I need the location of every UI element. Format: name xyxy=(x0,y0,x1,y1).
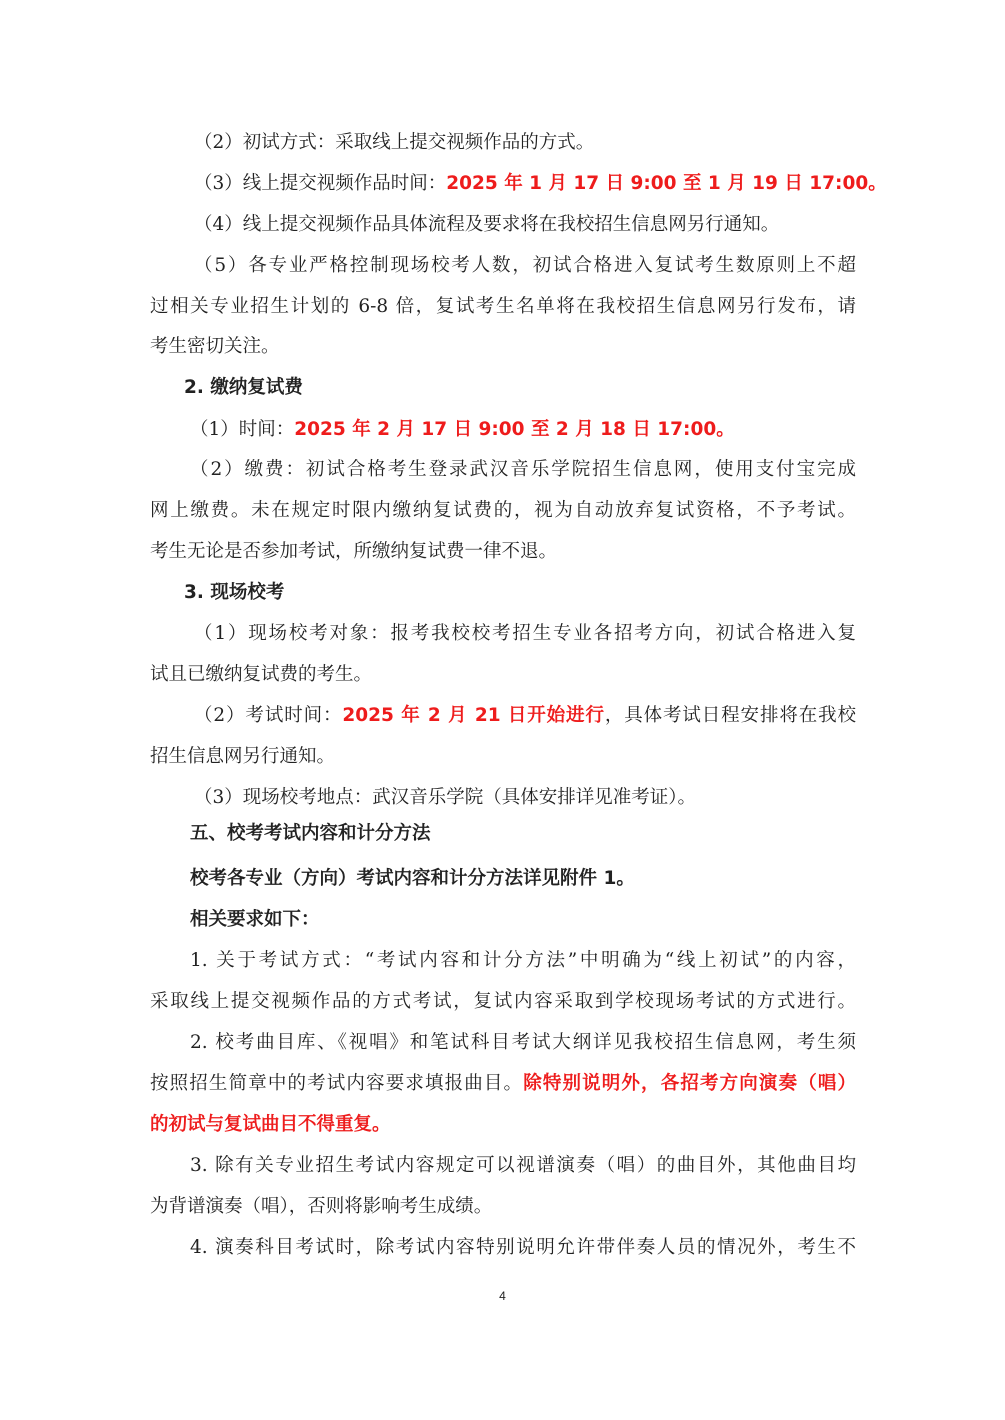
text-line xyxy=(150,332,856,362)
text-segment: 采取线上提交视频作品的方式考试，复试内容采取到学校现场考试的方式进行。 xyxy=(150,991,856,1012)
text-segment: 招生信息网另行通知。 xyxy=(150,746,336,767)
text-line xyxy=(194,701,856,731)
text-segment: 考生无论是否参加考试，所缴纳复试费一律不退。 xyxy=(150,541,558,562)
text-segment: （2）缴费：初试合格考生登录武汉音乐学院招生信息网，使用支付宝完成 xyxy=(190,459,856,480)
text-segment: （1）时间： xyxy=(190,419,295,440)
text-line xyxy=(194,251,856,281)
page-number: 4 xyxy=(499,1289,506,1303)
bold-text: 2. 缴纳复试费 xyxy=(184,377,303,398)
highlighted-text: 除特别说明外，各招考方向演奏（唱） xyxy=(523,1073,856,1094)
text-segment: 1. 关于考试方式：“考试内容和计分方法”中明确为“线上初试”的内容， xyxy=(190,950,856,971)
highlighted-text: 2025 年 2 月 17 日 9:00 至 2 月 18 日 17:00。 xyxy=(294,419,735,440)
text-line xyxy=(194,619,856,649)
text-line xyxy=(150,537,856,567)
text-line xyxy=(150,1192,856,1222)
text-segment: 2. 校考曲目库、《视唱》和笔试科目考试大纲详见我校招生信息网，考生须 xyxy=(190,1032,856,1053)
highlighted-text: 的初试与复试曲目不得重复。 xyxy=(150,1114,391,1135)
text-segment: 4. 演奏科目考试时，除考试内容特别说明允许带伴奏人员的情况外，考生不 xyxy=(190,1237,856,1258)
section-heading xyxy=(190,864,856,894)
text-segment: 试且已缴纳复试费的考生。 xyxy=(150,664,373,685)
text-line xyxy=(190,946,856,976)
section-heading xyxy=(184,578,856,608)
section-heading xyxy=(184,373,856,403)
highlighted-text: 2025 年 2 月 21 日开始进行 xyxy=(342,705,605,726)
text-segment: （1）现场校考对象：报考我校校考招生专业各招考方向，初试合格进入复 xyxy=(194,623,856,644)
text-line xyxy=(150,1069,856,1099)
text-segment: 网上缴费。未在规定时限内缴纳复试费的，视为自动放弃复试资格，不予考试。 xyxy=(150,500,856,521)
text-segment: 过相关专业招生计划的 6-8 倍，复试考生名单将在我校招生信息网另行发布，请 xyxy=(150,296,856,317)
text-segment: （2）考试时间： xyxy=(194,705,343,726)
text-segment: （2）初试方式：采取线上提交视频作品的方式。 xyxy=(194,132,595,153)
text-line xyxy=(190,1233,856,1263)
section-heading xyxy=(190,819,856,849)
bold-text: 3. 现场校考 xyxy=(184,582,285,603)
text-segment: 3. 除有关专业招生考试内容规定可以视谱演奏（唱）的曲目外，其他曲目均 xyxy=(190,1155,856,1176)
text-line xyxy=(150,987,856,1017)
section-heading xyxy=(190,905,856,935)
text-segment: ，具体考试日程安排将在我校 xyxy=(604,705,856,726)
text-line xyxy=(150,496,856,526)
text-line xyxy=(194,169,887,199)
text-line xyxy=(194,210,856,240)
text-segment: （4）线上提交视频作品具体流程及要求将在我校招生信息网另行通知。 xyxy=(194,214,780,235)
text-line xyxy=(190,415,856,445)
text-segment: （3）线上提交视频作品时间： xyxy=(194,173,447,194)
text-line xyxy=(190,1028,856,1058)
text-segment: （3）现场校考地点：武汉音乐学院（具体安排详见准考证）。 xyxy=(194,787,697,808)
text-segment: 为背谱演奏（唱），否则将影响考生成绩。 xyxy=(150,1196,493,1217)
text-segment: （5）各专业严格控制现场校考人数，初试合格进入复试考生数原则上不超 xyxy=(194,255,856,276)
bold-text: 校考各专业（方向）考试内容和计分方法详见附件 1。 xyxy=(190,868,635,889)
text-line xyxy=(194,128,856,158)
bold-text: 五、校考考试内容和计分方法 xyxy=(190,823,431,844)
bold-text: 相关要求如下： xyxy=(190,909,320,930)
text-line xyxy=(150,660,856,690)
text-line xyxy=(150,742,856,772)
text-line xyxy=(150,292,856,322)
text-line xyxy=(194,783,856,813)
text-line xyxy=(190,455,856,485)
text-line xyxy=(190,1151,856,1181)
text-line xyxy=(150,1110,856,1140)
highlighted-text: 2025 年 1 月 17 日 9:00 至 1 月 19 日 17:00。 xyxy=(446,173,887,194)
text-segment: 考生密切关注。 xyxy=(150,336,280,357)
text-segment: 按照招生简章中的考试内容要求填报曲目。 xyxy=(150,1073,524,1094)
